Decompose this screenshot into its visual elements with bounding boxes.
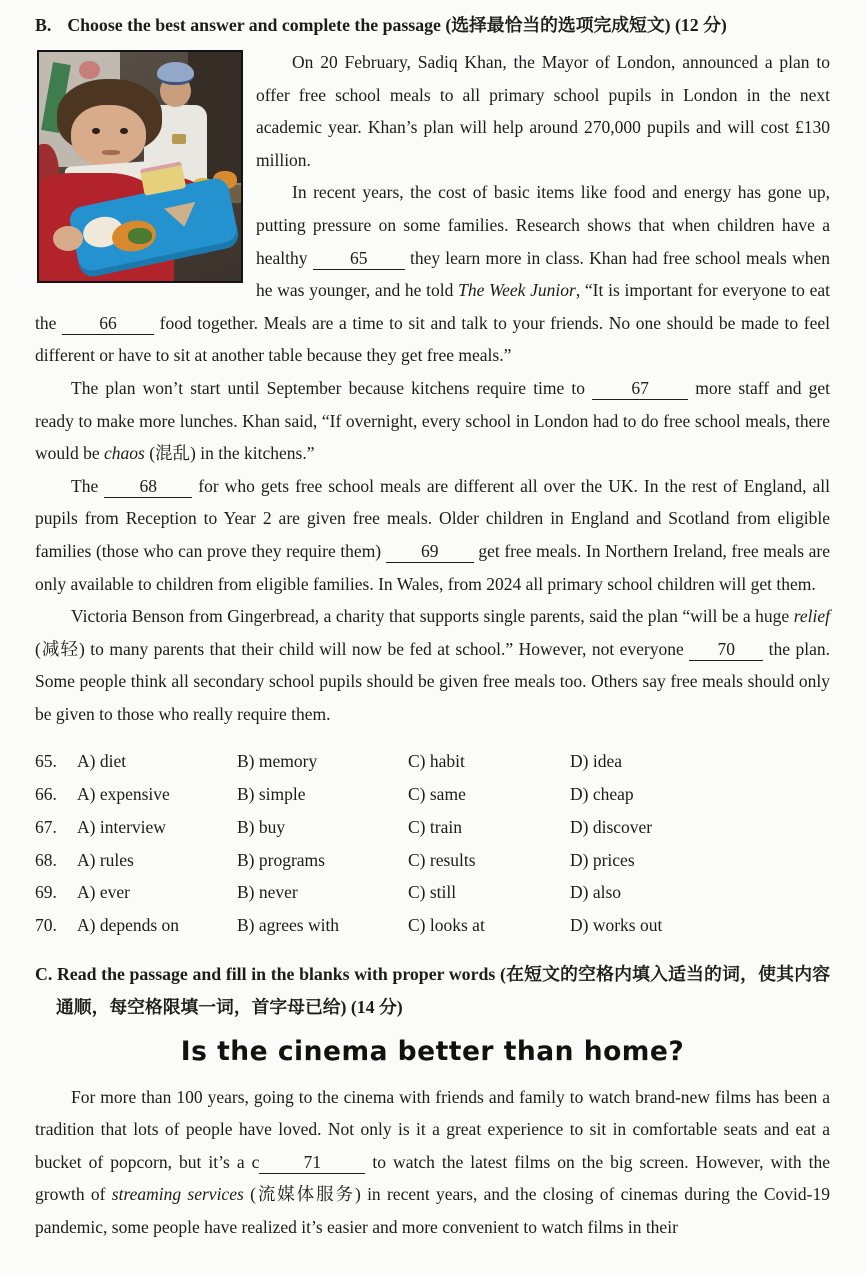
text-run: relief: [793, 606, 830, 627]
text-run: (减轻) to many parents that their child will now be fed at school.” However, not everyone: [35, 638, 690, 659]
text-run: The Week Junior: [458, 280, 576, 301]
option-choice: B) programs: [237, 849, 325, 870]
option-choice: C) still: [408, 882, 457, 903]
text-run: chaos: [104, 443, 145, 464]
option-row: [35, 778, 830, 811]
option-choice: A) diet: [77, 751, 127, 772]
option-choice: C) habit: [408, 751, 465, 772]
text-run: The plan won’t start until September because kitchens require time to: [71, 377, 593, 398]
option-number: 69.: [35, 882, 57, 903]
text-run: On 20 February, Sadiq Khan, the Mayor of London, announced a plan to offer free school meals to all primary school pupils in London in the next academic year. Khan’s plan will help around 270,000 pupils and will cost £130 million.: [256, 52, 830, 170]
option-number: 65.: [35, 751, 57, 772]
text-run: for who gets free school meals are different all over the UK. In the rest of England, all pupils from Reception to Year 2 are given free meals. Older children in England and Scotland from eligible families (those who can prove they require them): [35, 475, 830, 561]
school-lunch-photo: [37, 50, 243, 283]
option-choice: A) interview: [77, 816, 166, 837]
text-run: For more than 100 years, going to the cinema with friends and family to watch brand-new films has been a tradition that lots of people have loved. Not only is it a great experience to sit in comfortable seats and eat a bucket of popcorn, but it’s a c: [35, 1086, 830, 1172]
text-run: The: [71, 475, 105, 496]
photo-vegetables: [128, 228, 152, 244]
option-choice: B) buy: [237, 816, 286, 837]
section-b-label: B.: [35, 15, 52, 35]
option-choice: C) results: [408, 849, 476, 870]
photo-pupil-eye: [92, 128, 100, 135]
option-choice: A) rules: [77, 849, 134, 870]
text-run: to watch the latest films on the big screen. However, with the growth of: [35, 1151, 830, 1205]
passage-b-paragraph-3: [35, 372, 830, 470]
text-run: , “It is important for everyone to eat the: [35, 280, 831, 333]
passage-b-paragraph-5: [35, 600, 830, 730]
option-number: 66.: [35, 784, 57, 805]
option-row: [35, 844, 830, 877]
section-c-heading: C. Read the passage and fill in the blanks with proper words (在短文的空格内填入适当的词，使其内容通顺，每空格限填一词，首字母已给) (14 分): [35, 963, 830, 1018]
text-run: more staff and get ready to make more lunches. Khan said, “If overnight, every school in London had to do free school meals, there would be: [35, 377, 830, 464]
option-choice: C) looks at: [408, 914, 485, 935]
text-run: get free meals. In Northern Ireland, free meals are only available to children from eligible families. In Wales, from 2024 all primary school children will get them.: [35, 540, 831, 594]
text-run: (流媒体服务) in recent years, and the closing of cinemas during the Covid-19 pandemic, some people have realized it’s easier and more convenient to watch films in their: [35, 1184, 831, 1238]
text-run: streaming services: [111, 1184, 244, 1205]
fill-blank-70: 70: [689, 640, 763, 661]
section-b-title: Choose the best answer and complete the passage (选择最恰当的选项完成短文) (12 分): [67, 15, 727, 35]
fill-blank-69: 69: [386, 542, 474, 563]
option-row: [35, 909, 830, 942]
passage-c-paragraph-1: [35, 1081, 830, 1244]
option-number: 67.: [35, 816, 57, 837]
photo-server-hairnet: [157, 62, 193, 85]
photo-server-badge: [172, 134, 186, 143]
option-choice: D) works out: [570, 914, 663, 935]
passage-b-paragraph-4: [35, 470, 830, 600]
text-run: In recent years, the cost of basic items like food and energy has gone up, putting pressure on some families. Research shows that when children have a healthy: [256, 182, 830, 268]
option-choice: D) also: [570, 882, 622, 903]
option-choice: D) cheap: [570, 784, 634, 805]
section-b-heading: [35, 10, 830, 40]
option-choice: B) memory: [237, 751, 318, 772]
option-choice: D) idea: [570, 751, 622, 772]
option-choice: C) train: [408, 816, 462, 837]
photo-pupil-face: [71, 105, 146, 167]
option-choice: A) expensive: [77, 784, 170, 805]
fill-blank-66: 66: [62, 314, 154, 335]
option-choice: D) prices: [570, 849, 635, 870]
option-choice: A) ever: [77, 882, 130, 903]
passage-c-title: Is the cinema better than home?: [180, 1035, 685, 1067]
fill-blank-71: 71: [259, 1153, 365, 1174]
option-number: 68.: [35, 849, 57, 870]
text-run: Victoria Benson from Gingerbread, a charity that supports single parents, said the plan “will be a huge: [71, 606, 794, 627]
text-run: food together. Meals are a time to sit and talk to your friends. No one should be made to feel different or have to sit at another table because they get free meals.”: [35, 312, 830, 366]
option-choice: D) discover: [570, 816, 653, 837]
text-run: (混乱) in the kitchens.”: [144, 443, 315, 464]
photo-pupil-mouth: [102, 150, 120, 155]
option-row: [35, 811, 830, 844]
option-choice: A) depends on: [77, 914, 180, 935]
option-row: [35, 745, 830, 778]
fill-blank-67: 67: [592, 379, 688, 400]
photo-poster-dot: [79, 61, 99, 79]
text-run: they learn more in class. Khan had free school meals when he was younger, and he told: [256, 247, 830, 301]
option-choice: B) simple: [237, 784, 306, 805]
option-number: 70.: [35, 914, 57, 935]
options-table: [35, 745, 830, 941]
option-choice: B) never: [237, 882, 298, 903]
fill-blank-65: 65: [313, 249, 405, 270]
option-choice: C) same: [408, 784, 466, 805]
option-row: [35, 876, 830, 909]
option-choice: B) agrees with: [237, 914, 340, 935]
fill-blank-68: 68: [104, 477, 192, 498]
text-run: the plan. Some people think all secondary school pupils should be given free meals too. Others say free meals should only be given to those who really require them.: [35, 638, 830, 724]
